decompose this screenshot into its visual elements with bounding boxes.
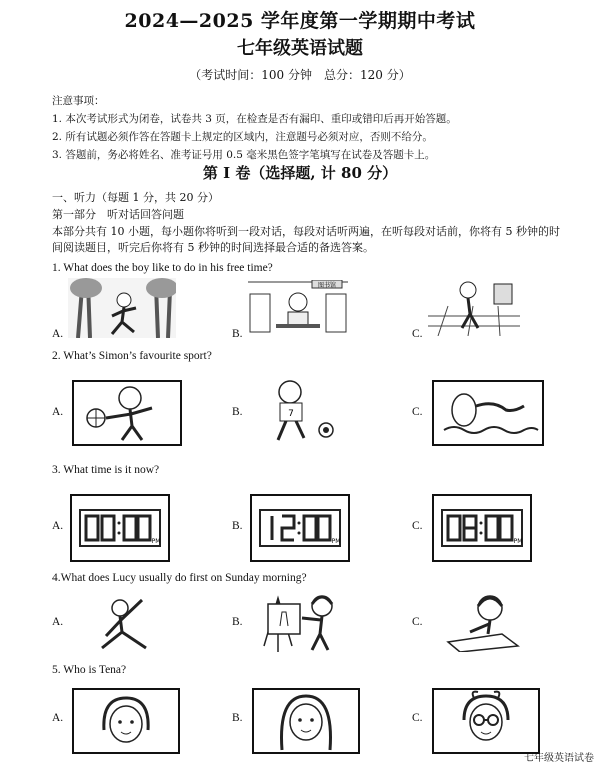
girl-short-hair-icon (72, 688, 180, 754)
option-label: B. (232, 328, 243, 340)
digital-clock-icon (432, 494, 532, 562)
digital-clock-icon (70, 494, 170, 562)
option-label: A. (52, 328, 64, 340)
instructions-line-2: 间阅读题目，听完后你将有 5 秒钟的时间选择最合适的备选答案。 (52, 241, 374, 254)
question-3: 3. What time is it now? (52, 464, 160, 476)
option-label: C. (412, 406, 423, 418)
note-3: 3. 答题前，务必将姓名、准考证号用 0.5 毫米黑色签字笔填写在试卷及答题卡上。 (52, 149, 436, 161)
boy-reading-in-library-icon (248, 280, 348, 334)
question-5: 5. Who is Tena? (52, 664, 127, 676)
part-heading: 一、听力（每题 1 分，共 20 分） (52, 191, 219, 204)
digital-clock-icon (250, 494, 350, 562)
clock-unit: PM (331, 538, 341, 545)
option-label: B. (232, 406, 243, 418)
question-1: 1. What does the boy like to do in his free time? (52, 262, 273, 274)
question-2: 2. What’s Simon’s favourite sport? (52, 350, 212, 362)
option-label: C. (412, 520, 423, 532)
girl-glasses-icon (432, 688, 540, 754)
boy-basketball-icon (72, 380, 182, 446)
girl-long-hair-icon (252, 688, 360, 754)
clock-unit: PM (151, 538, 161, 545)
page-footer: 七年级英语试卷 (524, 753, 594, 764)
option-label: C. (412, 712, 423, 724)
girl-painting-icon (256, 590, 352, 652)
notes-heading: 注意事项： (52, 95, 105, 107)
library-sign: 图书馆 (317, 282, 337, 289)
option-label: A. (52, 520, 64, 532)
option-label: B. (232, 712, 243, 724)
question-4: 4.What does Lucy usually do first on Sunday morning? (52, 572, 307, 584)
option-label: C. (412, 328, 423, 340)
option-label: A. (52, 406, 64, 418)
exam-subtitle: 七年级英语试题 (237, 38, 363, 59)
option-label: A. (52, 616, 64, 628)
girl-writing-icon (440, 590, 530, 652)
note-1: 1. 本次考试形式为闭卷，试卷共 3 页，在检查是否有漏印、重印或错印后再开始答题。 (52, 113, 457, 125)
option-label: B. (232, 616, 243, 628)
option-label: C. (412, 616, 423, 628)
boy-football-icon (252, 378, 342, 444)
note-2: 2. 所有试题必须作答在答题卡上规定的区域内，注意题号必须对应，否则不给分。 (52, 131, 433, 143)
option-label: A. (52, 712, 64, 724)
boy-playing-yoyo-icon (428, 276, 520, 336)
option-label: B. (232, 520, 243, 532)
swimming-icon (432, 380, 544, 446)
girl-stretching-icon (76, 592, 166, 650)
section-title: 第 I 卷（选择题, 计 80 分） (202, 164, 398, 182)
boy-running-in-park-icon (68, 278, 176, 338)
clock-unit: PM (513, 538, 523, 545)
exam-meta: （考试时间：100 分钟 总分：120 分） (189, 68, 411, 82)
exam-title: 2024—2025 学年度第一学期期中考试 (124, 10, 476, 32)
subpart-heading: 第一部分 听对话回答问题 (52, 208, 184, 221)
svg-text:7: 7 (288, 409, 294, 419)
instructions-line-1: 本部分共有 10 小题，每小题你将听到一段对话，每段对话听两遍，在听每段对话前，你将有 5 秒钟的时 (52, 225, 560, 238)
